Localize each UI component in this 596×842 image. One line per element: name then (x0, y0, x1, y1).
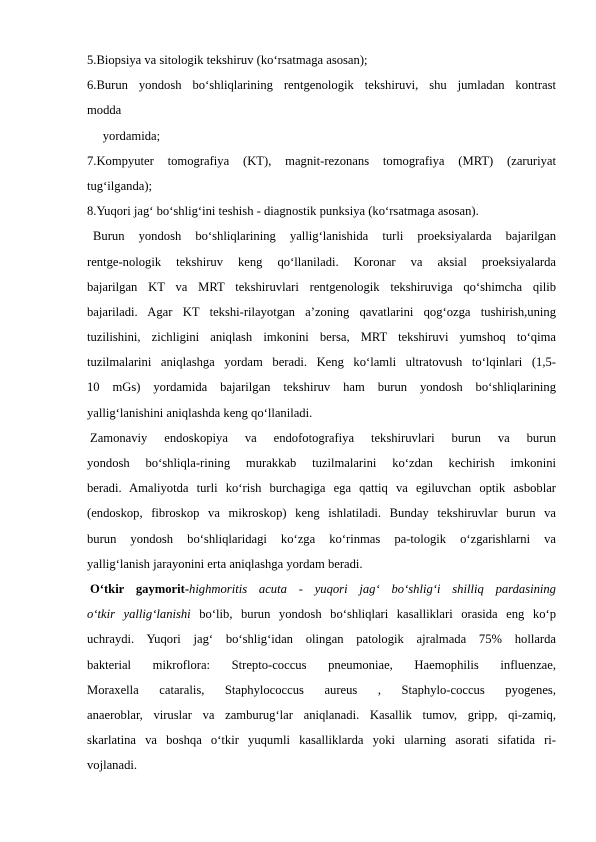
acute-sinusitis-term: O‘tkir gaymorit- (90, 581, 190, 596)
list-item-7: 7.Kompyuter tomografiya (KT), magnit-rezonans tomografiya (MRT) (zaruriyat (87, 153, 556, 168)
paragraph-xray-line-2: rentge-nologik tekshiruv keng qo‘llaniladi. Koronar va aksial proeksiyalarda (87, 254, 556, 269)
paragraph-endoscopy-line-4: (endoskop, fibroskop va mikroskop) keng ishlatiladi. Bunday tekshiruvlar burun va (87, 506, 556, 521)
paragraph-acute-line-3: uchraydi. Yuqori jag‘ bo‘shlig‘idan olingan patologik ajralmada 75% hollarda (87, 632, 556, 647)
paragraph-acute-line-6: anaeroblar, viruslar va zamburug‘lar aniqlanadi. Kasallik tumov, gripp, qi-zamiq, (87, 707, 556, 722)
paragraph-endoscopy-line-3: beradi. Amaliyotda turli ko‘rish burchagiga ega qattiq va egiluvchan optik asboblar (87, 481, 556, 496)
acute-sinusitis-line-2-text: bo‘lib, burun yondosh bo‘shliqlari kasalliklari orasida eng ko‘p (190, 607, 556, 622)
paragraph-xray-line-3: bajarilgan KT va MRT tekshiruvlari rentgenologik tekshiruviga qo‘shimcha qilib (87, 279, 556, 294)
paragraph-endoscopy-line-2: yondosh bo‘shliqla-rining murakkab tuzilmalarini ko‘zdan kechirish imkonini (87, 456, 556, 470)
paragraph-acute-line-2 (87, 602, 556, 627)
list-item-5: 5.Biopsiya va sitologik tekshiruv (ko‘rsatmaga asosan); (87, 53, 368, 67)
paragraph-acute-line-5: Moraxella cataralis, Staphylococcus aureus , Staphylo-coccus pyogenes, (87, 682, 556, 697)
paragraph-xray-line-5: tuzilishini, zichligini aniqlash imkonini bersa, MRT tekshiruvi yumshoq to‘qima (87, 330, 556, 345)
paragraph-endoscopy-line-6: yallig‘lanish jarayonini erta aniqlashga yordam beradi. (87, 556, 363, 571)
acute-sinusitis-definition-2: o‘tkir yallig‘lanishi (87, 607, 191, 622)
paragraph-acute-line-1 (87, 577, 556, 602)
list-item-8: 8.Yuqori jag‘ bo‘shlig‘ini teshish - diagnostik punksiya (ko‘rsatmaga asosan). (87, 204, 479, 219)
paragraph-endoscopy-line-1: Zamonaviy endoskopiya va endofotografiya tekshiruvlari burun va burun (90, 430, 556, 445)
paragraph-xray-line-4: bajariladi. Agar KT tekshi-rilayotgan a’zoning qavatlarini qog‘ozga tushirish,uning (87, 304, 556, 319)
list-item-6: 6.Burun yondosh bo‘shliqlarining rentgenologik tekshiruvi, shu jumladan kontrast (87, 78, 556, 93)
paragraph-xray-line-7: 10 mGs) yordamida bajarilgan tekshiruv ham burun yondosh bo‘shliqlarining (87, 380, 556, 395)
list-item-6-cont2: yordamida; (87, 128, 161, 143)
paragraph-endoscopy-line-5: burun yondosh bo‘shliqlaridagi ko‘zga ko‘rinmas pa-tologik o‘zgarishlarni va (87, 531, 556, 546)
list-item-6-cont: modda (87, 103, 122, 118)
paragraph-acute-line-8: vojlanadi. (87, 758, 138, 773)
paragraph-acute-line-7: skarlatina va boshqa o‘tkir yuqumli kasalliklarda yoki ularning asorati sifatida ri- (87, 733, 556, 748)
paragraph-xray-line-1: Burun yondosh bo‘shliqlarining yallig‘lanishida turli proeksiyalarda bajarilgan (93, 229, 556, 244)
list-item-7-cont: tug‘ilganda); (87, 178, 153, 193)
document-page (87, 48, 556, 778)
paragraph-xray-line-6: tuzilmalarini aniqlashga yordam beradi. Keng ko‘lamli ultratovush to‘lqinlari (1,5- (87, 355, 556, 370)
acute-sinusitis-definition-1: highmoritis acuta - yuqori jag‘ bo‘shlig‘i shilliq pardasining (189, 581, 556, 596)
paragraph-xray-line-8: yallig‘lanishini aniqlashda keng qo‘llaniladi. (87, 405, 313, 420)
paragraph-acute-line-4: bakterial mikroflora: Strepto-coccus pneumoniae, Haemophilis influenzae, (87, 657, 556, 672)
